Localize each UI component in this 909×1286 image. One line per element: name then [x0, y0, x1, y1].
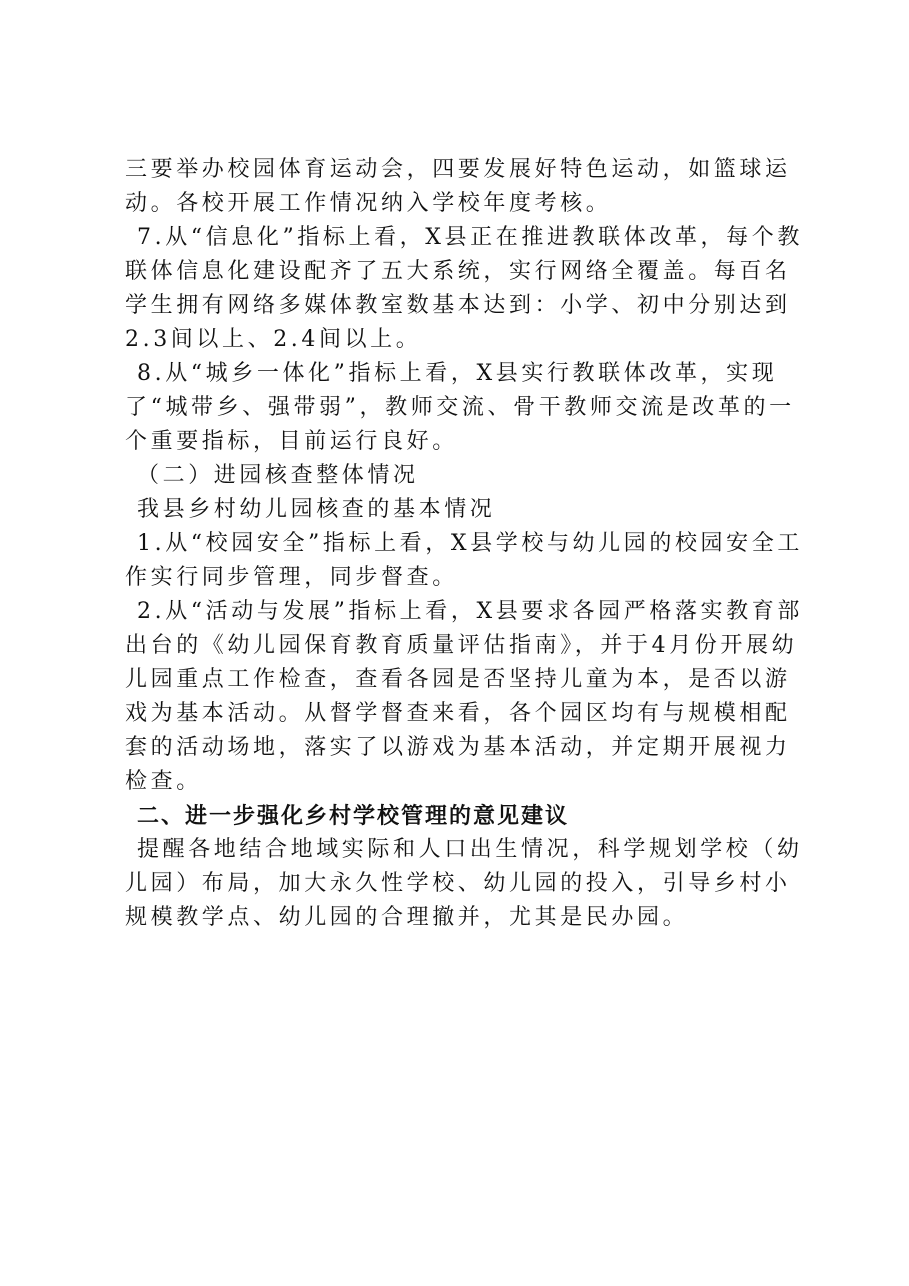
document-body	[125, 153, 805, 935]
paragraph-kindergarten-basic: 我县乡村幼儿园核查的基本情况	[137, 497, 496, 522]
paragraph-item-2-activity-development: 2.从“活动与发展”指标上看，X县要求各园严格落实教育部出台的《幼儿园保育教育质量评估指南》，并于4月份开展幼儿园重点工作检查，查看各园是否坚持儿童为本，是否以游戏为基本活动。从督学督查来看，各个园区均有与规模相配套的活动场地，落实了以游戏为基本活动，并定期开展视力检查。	[125, 599, 803, 794]
paragraph-suggestions: 提醒各地结合地域实际和人口出生情况，科学规划学校（幼儿园）布局，加大永久性学校、幼儿园的投入，引导乡村小规模教学点、幼儿园的合理撤并，尤其是民办园。	[125, 837, 803, 930]
part-heading-suggestions: 二、进一步强化乡村学校管理的意见建议	[137, 803, 570, 829]
paragraph-item-7-informatization: 7.从“信息化”指标上看，X县正在推进教联体改革，每个教联体信息化建设配齐了五大系统，实行网络全覆盖。每百名学生拥有网络多媒体教室数基本达到：小学、初中分别达到2.3间以上、2.4间以上。	[125, 225, 803, 352]
paragraph-intro-continued: 三要举办校园体育运动会，四要发展好特色运动，如篮球运动。各校开展工作情况纳入学校年度考核。	[125, 157, 791, 216]
paragraph-item-8-urban-rural: 8.从“城乡一体化”指标上看，X县实行教联体改革，实现了“城带乡、强带弱”，教师交流、骨干教师交流是改革的一个重要指标，目前运行良好。	[125, 361, 795, 454]
paragraph-item-1-campus-safety: 1.从“校园安全”指标上看，X县学校与幼儿园的校园安全工作实行同步管理，同步督查。	[125, 531, 803, 590]
section-heading-kindergarten-check: （二）进园核查整体情况	[137, 463, 419, 488]
